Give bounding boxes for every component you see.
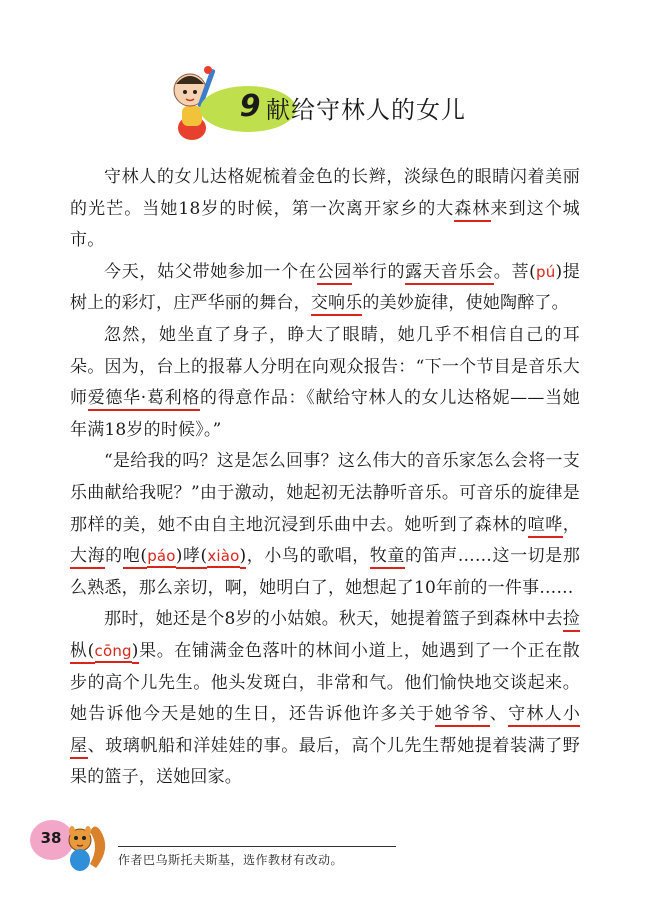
footnote-divider — [118, 846, 396, 847]
text-run: 今天，姑父带她参加一个在 — [104, 261, 317, 282]
text-run: 来到这个城市。 — [70, 198, 581, 251]
pinyin-annotation: xiào — [207, 547, 239, 568]
text-run: 举行的 — [352, 261, 406, 282]
underlined-word: 咆( — [123, 546, 147, 569]
text-run: 守林人的女儿达格妮梳着金色的长辫，淡绿色的眼睛闪着美丽的光芒。当她18岁的时候，第一次离开家乡的大 — [70, 167, 580, 219]
underlined-word: 大海 — [70, 546, 105, 569]
underlined-word: )哮( — [176, 546, 208, 569]
underlined-word: 捡枞( — [70, 609, 580, 664]
pinyin-annotation: cōng — [95, 642, 132, 663]
text-run: 的美妙旋律，使她陶醉了。 — [362, 293, 569, 314]
underlined-word: 交响乐 — [311, 293, 363, 316]
page-number: 38 — [40, 829, 62, 847]
text-run: 果。在铺满金色落叶的林间小道上，她遇到了一个正在散步的高个儿先生。他头发斑白，非常和气。他们愉快地交谈起来。她告诉他今天是她的生日，还告诉他许多关于 — [70, 640, 580, 725]
lesson-body — [70, 162, 580, 794]
lesson-header — [160, 62, 580, 142]
footnote: 作者巴乌斯托夫斯基，选作教材有改动。 — [118, 853, 344, 867]
text-run: 。菩( — [493, 261, 537, 282]
text-run: ， — [562, 514, 580, 535]
lesson-title: 献给守林人的女儿 — [266, 96, 466, 124]
underlined-word: 她爷爷 — [435, 704, 490, 727]
underlined-word: ) — [240, 546, 247, 569]
lesson-number: 9 — [239, 89, 261, 124]
text-run: 、 — [489, 704, 509, 725]
underlined-word: 露天音乐会 — [405, 262, 494, 285]
text-run: 那时，她还是个8岁的小姑娘。秋天，她提着篮子到森林中去 — [104, 609, 563, 630]
text-run: 、玻璃帆船和洋娃娃的事。最后，高个儿先生帮她提着装满了野果的篮子，送她回家。 — [70, 735, 580, 788]
paragraph — [70, 446, 580, 604]
underlined-word: 森林 — [454, 199, 490, 222]
pinyin-annotation: páo — [147, 547, 176, 568]
underlined-word: 爱德华·葛利格 — [88, 388, 200, 411]
squirrel-mascot-icon — [60, 818, 110, 874]
paragraph — [70, 257, 580, 320]
text-run: 忽然，她坐直了身子，睁大了眼睛，她几乎不相信自己的耳朵。因为，台上的报幕人分明在向观众报告：“下一个节目是音乐大师 — [70, 324, 580, 409]
underlined-word: 公园 — [317, 262, 352, 285]
underlined-word: 喧哗 — [528, 515, 563, 538]
text-run: 的笛声……这一切是那么熟悉，那么亲切，啊，她明白了，她想起了10年前的一件事…… — [70, 546, 581, 598]
text-run: ，小鸟的歌唱， — [246, 546, 370, 567]
text-run: )提树上的彩灯，庄严华丽的舞台， — [70, 261, 580, 314]
text-run: “是给我的吗？这是怎么回事？这么伟大的音乐家怎么会将一支乐曲献给我呢？”由于激动，她起初无法静听音乐。可音乐的旋律是那样的美，她不由自主地沉浸到乐曲中去。她听到了森林的 — [70, 451, 580, 535]
text-run: 的 — [105, 546, 123, 567]
paragraph — [70, 604, 580, 794]
pinyin-annotation: pú — [536, 262, 556, 281]
paragraph — [70, 320, 580, 446]
paragraph — [70, 162, 580, 257]
underlined-word: 守林人小屋 — [70, 704, 580, 759]
text-run: 的得意作品：《献给守林人的女儿达格妮——当她年满18岁的时候》。” — [70, 388, 580, 440]
underlined-word: 牧童 — [370, 546, 405, 569]
underlined-word: ) — [132, 641, 139, 664]
